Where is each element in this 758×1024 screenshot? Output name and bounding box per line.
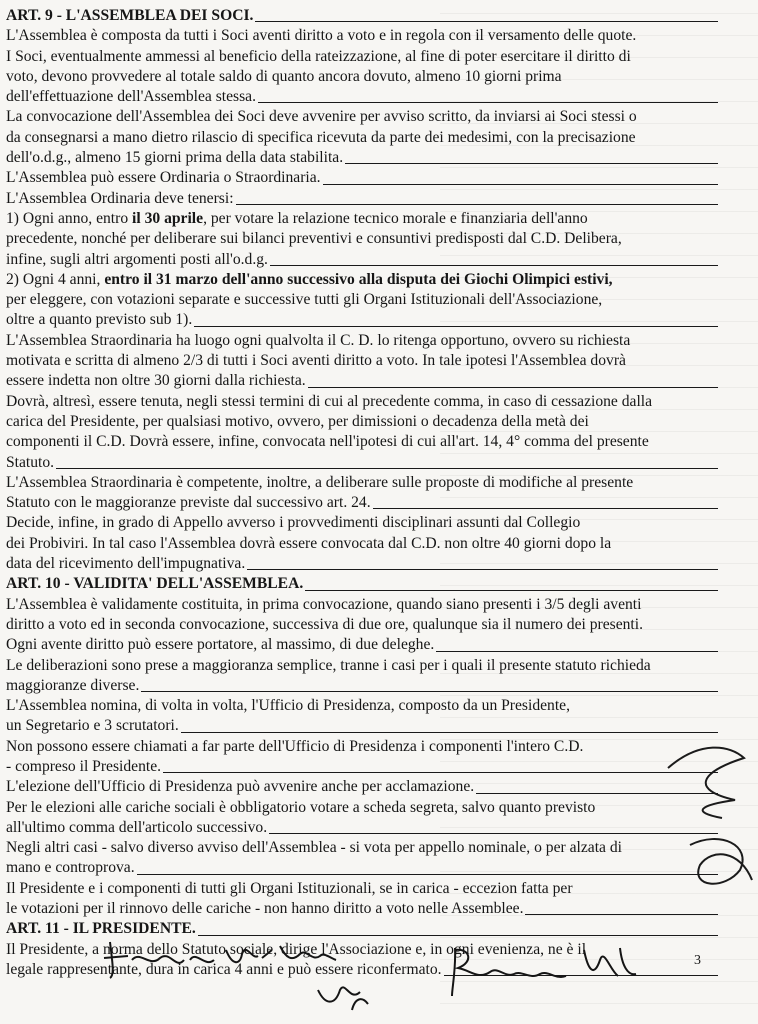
- line-text: Statuto.: [6, 453, 55, 471]
- line-text: 2) Ogni 4 anni, entro il 31 marzo dell'anno successivo alla disputa dei Giochi Olimpici estivi,: [6, 270, 613, 288]
- line-text: I Soci, eventualmente ammessi al beneficio della rateizzazione, al fine di poter esercitare il diritto di: [6, 47, 631, 65]
- line-text: Ogni avente diritto può essere portatore, al massimo, di due deleghe.: [6, 636, 435, 654]
- line-text: ART. 10 - VALIDITA' DELL'ASSEMBLEA.: [6, 575, 304, 593]
- text-line: [6, 838, 718, 858]
- emphasis: il 30 aprile: [132, 209, 204, 227]
- line-text: L'Assemblea è validamente costituita, in prima convocazione, quando siano presenti i 3/5 degli aventi: [6, 595, 642, 613]
- line-text: diritto a voto ed in seconda convocazione, successiva di due ore, qualunque sia il numero dei presenti.: [6, 615, 643, 633]
- line-text: le votazioni per il rinnovo delle cariche - non hanno diritto a voto nelle Assemblee.: [6, 900, 524, 918]
- line-text: Non possono essere chiamati a far parte dell'Ufficio di Presidenza i componenti l'intero C.D.: [6, 737, 584, 755]
- line-text: L'Assemblea Straordinaria ha luogo ogni qualvolta il C. D. lo ritenga opportuno, ovvero su richiesta: [6, 331, 631, 349]
- text-line: [6, 331, 718, 351]
- line-text: L'Assemblea è composta da tutti i Soci aventi diritto a voto e in regola con il versamento delle quote.: [6, 27, 637, 45]
- text-line: [6, 656, 718, 676]
- line-text: voto, devono provvedere al totale saldo di quanto ancora dovuto, almeno 10 giorni prima: [6, 67, 562, 85]
- line-text: Negli altri casi - salvo diverso avviso dell'Assemblea - si vota per appello nominale, o per alzata di: [6, 839, 622, 857]
- text-line: [6, 392, 718, 412]
- line-text: ART. 9 - L'ASSEMBLEA DEI SOCI.: [6, 7, 254, 24]
- emphasis: entro il 31 marzo dell'anno successivo alla disputa dei Giochi Olimpici estivi,: [104, 270, 613, 288]
- line-text: data del ricevimento dell'impugnativa.: [6, 555, 246, 573]
- line-text: L'Assemblea Straordinaria è competente, inoltre, a deliberare sulle proposte di modifiche al presente: [6, 473, 634, 491]
- text-line: [6, 615, 718, 635]
- page-number: 3: [694, 953, 701, 968]
- line-text: L'elezione dell'Ufficio di Presidenza può avvenire anche per acclamazione.: [6, 778, 475, 796]
- line-text: un Segretario e 3 scrutatori.: [6, 717, 179, 735]
- line-text: Dovrà, altresì, essere tenuta, negli stessi termini di cui al precedente comma, in caso di cessazione dalla: [6, 392, 653, 410]
- text-line: [6, 351, 718, 371]
- line-text: ART. 11 - IL PRESIDENTE.: [6, 920, 196, 938]
- line-text: Il Presidente e i componenti di tutti gli Organi Istituzionali, se in carica - eccezion fatta per: [6, 879, 573, 897]
- line-text: Statuto con le maggioranze previste dal successivo art. 24.: [6, 494, 371, 512]
- text-line: [6, 270, 718, 290]
- text-line: [6, 128, 718, 148]
- text-line: [6, 595, 718, 615]
- line-text: maggioranze diverse.: [6, 676, 140, 694]
- line-text: precedente, nonché per deliberare sui bilanci preventivi e consuntivi predisposti dal C.D. Delibera,: [6, 230, 622, 248]
- line-text: dell'o.d.g., almeno 15 giorni prima della data stabilita.: [6, 149, 344, 167]
- line-text: L'Assemblea nomina, di volta in volta, l'Ufficio di Presidenza, composto da un Presidente,: [6, 697, 570, 715]
- line-text: - compreso il Presidente.: [6, 757, 162, 775]
- line-text: all'ultimo comma dell'articolo successivo.: [6, 818, 268, 836]
- line-text: per eleggere, con votazioni separate e successive tutti gli Organi Istituzionali dell'Associazione,: [6, 291, 603, 309]
- line-text: Per le elezioni alle cariche sociali è obbligatorio votare a scheda segreta, salvo quanto previsto: [6, 798, 596, 816]
- line-text: oltre a quanto previsto sub 1).: [6, 311, 193, 329]
- line-text: La convocazione dell'Assemblea dei Soci deve avvenire per avviso scritto, da inviarsi ai Soci stessi o: [6, 108, 637, 126]
- text-line: [6, 432, 718, 452]
- text-line: [6, 107, 718, 127]
- line-text: dell'effettuazione dell'Assemblea stessa.: [6, 88, 256, 106]
- line-text: dei Probiviri. In tal caso l'Assemblea dovrà essere convocata dal C.D. non oltre 40 giorni dopo la: [6, 534, 612, 552]
- text-line: [6, 473, 718, 493]
- text-line: [6, 26, 718, 46]
- line-text: L'Assemblea può essere Ordinaria o Straordinaria.: [6, 169, 321, 187]
- line-text: mano e controprova.: [6, 859, 135, 877]
- line-text: L'Assemblea Ordinaria deve tenersi:: [6, 189, 234, 207]
- line-text: carica del Presidente, per qualsiasi motivo, ovvero, per dimissioni o decadenza della metà dei: [6, 412, 589, 430]
- line-text: Decide, infine, in grado di Appello avverso i provvedimenti disciplinari assunti dal Collegio: [6, 514, 581, 532]
- line-text: 1) Ogni anno, entro il 30 aprile, per votare la relazione tecnico morale e finanziaria dell'anno: [6, 209, 588, 227]
- line-text: infine, sugli altri argomenti posti all'o.d.g.: [6, 250, 268, 268]
- line-text: da consegnarsi a mano dietro rilascio di specifica ricevuta da parte dei medesimi, con la precisazione: [6, 128, 636, 146]
- text-line: [6, 229, 718, 249]
- line-text: componenti il C.D. Dovrà essere, infine, convocata nell'ipotesi di cui all'art. 14, 4° comma del presente: [6, 433, 649, 451]
- line-text: motivata e scritta di almeno 2/3 di tutti i Soci aventi diritto a voto. In tale ipotesi l'Assemblea dovrà: [6, 352, 626, 370]
- line-text: legale rappresentante, dura in carica 4 anni e può essere riconfermato.: [6, 960, 442, 978]
- line-text: essere indetta non oltre 30 giorni dalla richiesta.: [6, 372, 306, 390]
- line-text: Le deliberazioni sono prese a maggioranza semplice, tranne i casi per i quali il presente statuto richieda: [6, 656, 651, 674]
- text-line: [6, 47, 718, 67]
- line-text: Il Presidente, a norma dello Statuto sociale, dirige l'Associazione e, in ogni evenienza, ne è il: [6, 940, 587, 958]
